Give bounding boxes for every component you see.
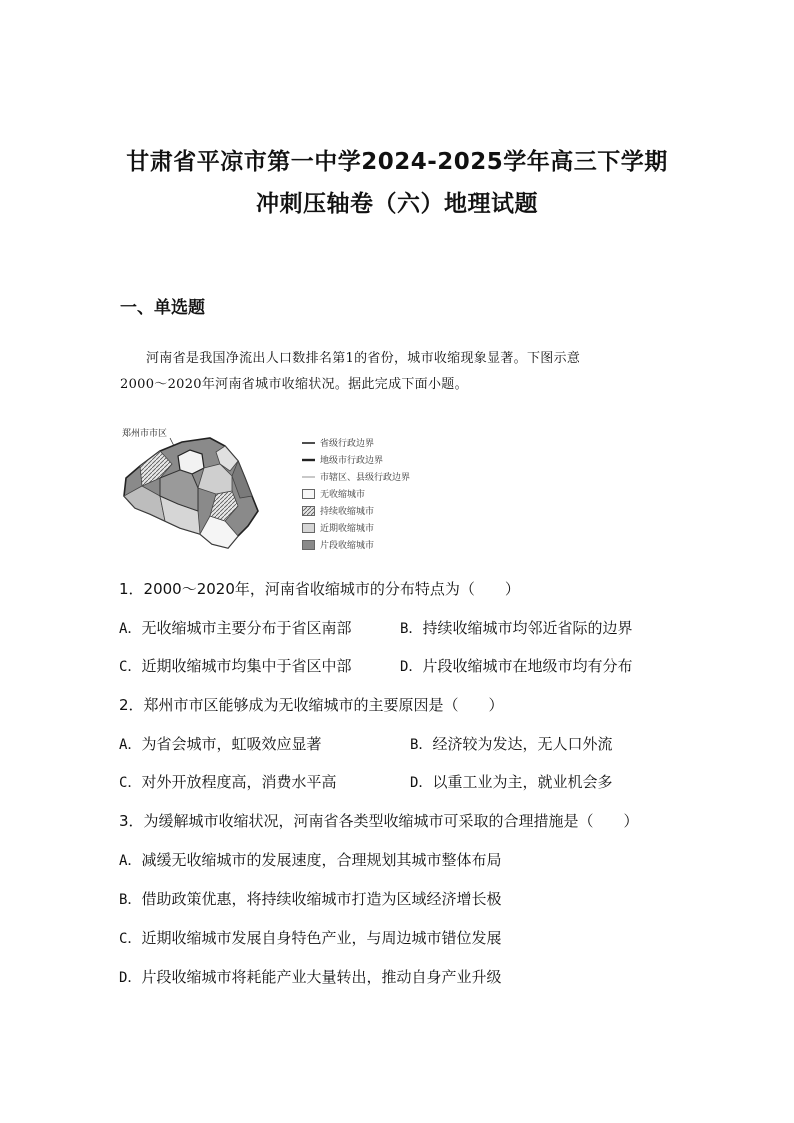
q1-option-d: D．片段收缩城市在地级市均有分布 bbox=[400, 657, 633, 675]
legend-item: 地级市行政边界 bbox=[320, 456, 384, 466]
legend-item: 市辖区、县级行政边界 bbox=[320, 473, 411, 483]
document-title-line1: 甘肃省平凉市第一中学2024-2025学年高三下学期 bbox=[126, 149, 668, 175]
zhengzhou-label: 郑州市市区 bbox=[122, 429, 168, 439]
q2-option-c: C．对外开放程度高，消费水平高 bbox=[119, 773, 337, 791]
legend-item: 省级行政边界 bbox=[320, 439, 375, 449]
q3-option-a: A．减缓无收缩城市的发展速度，合理规划其城市整体布局 bbox=[119, 851, 502, 869]
legend-item: 近期收缩城市 bbox=[302, 519, 410, 536]
q2-option-a: A．为省会城市，虹吸效应显著 bbox=[119, 735, 322, 753]
q2-option-b: B．经济较为发达，无人口外流 bbox=[410, 735, 613, 753]
intro-text-line1: 河南省是我国净流出人口数排名第1的省份，城市收缩现象显著。下图示意 bbox=[146, 351, 581, 366]
legend-item: 无收缩城市 bbox=[302, 485, 410, 502]
henan-shrinking-cities-map bbox=[120, 416, 270, 556]
q3-option-d: D．片段收缩城市将耗能产业大量转出，推动自身产业升级 bbox=[119, 968, 502, 986]
legend-item: 片段收缩城市 bbox=[302, 536, 410, 553]
q3-option-b: B．借助政策优惠，将持续收缩城市打造为区域经济增长极 bbox=[119, 890, 502, 908]
question-2-stem: 2．郑州市市区能够成为无收缩城市的主要原因是（ ） bbox=[119, 696, 504, 714]
question-3-stem: 3．为缓解城市收缩状况，河南省各类型收缩城市可采取的合理措施是（ ） bbox=[119, 812, 639, 830]
legend-item: 持续收缩城市 bbox=[302, 502, 410, 519]
q2-option-d: D．以重工业为主，就业机会多 bbox=[410, 773, 613, 791]
section-heading: 一、单选题 bbox=[120, 298, 205, 318]
q1-option-b: B．持续收缩城市均邻近省际的边界 bbox=[400, 619, 633, 637]
intro-text-line2: 2000～2020年河南省城市收缩状况。据此完成下面小题。 bbox=[120, 377, 468, 392]
question-1-stem: 1．2000～2020年，河南省收缩城市的分布特点为（ ） bbox=[119, 580, 520, 598]
q1-option-a: A．无收缩城市主要分布于省区南部 bbox=[119, 619, 352, 637]
document-title-line2: 冲刺压轴卷（六）地理试题 bbox=[256, 191, 538, 217]
q3-option-c: C．近期收缩城市发展自身特色产业，与周边城市错位发展 bbox=[119, 929, 502, 947]
map-legend bbox=[302, 434, 410, 553]
q1-option-c: C．近期收缩城市均集中于省区中部 bbox=[119, 657, 352, 675]
